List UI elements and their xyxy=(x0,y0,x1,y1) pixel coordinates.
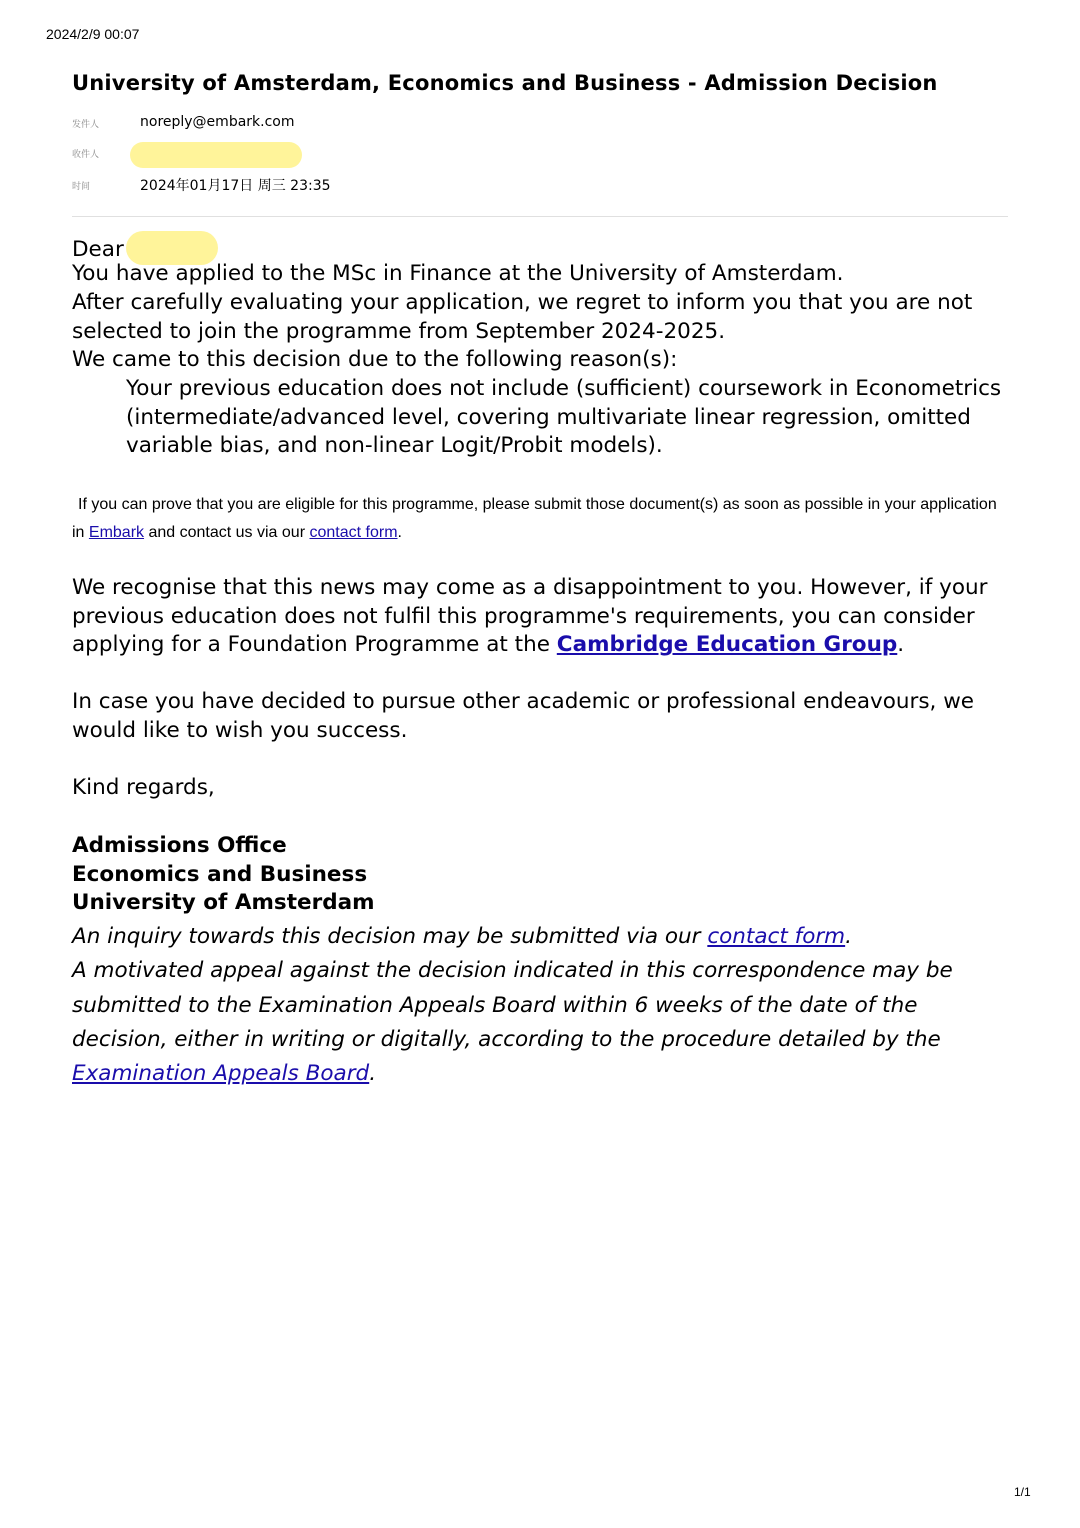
from-address[interactable]: noreply@embark.com xyxy=(140,114,295,130)
inquiry-text: An inquiry towards this decision may be submitted via our xyxy=(72,924,701,949)
appeal-end: . xyxy=(369,1061,377,1087)
signature-faculty: Economics and Business xyxy=(72,861,368,887)
regret-paragraph: After carefully evaluating your application, we regret to inform you that you are not selected to join the programme from September 2024-2025. xyxy=(72,290,973,344)
page-number: 1/1 xyxy=(1014,1485,1031,1499)
recognise-text: We recognise that this news may come as a disappointment to you. However, if your previous education does not fulfil this programme's requirements, you can consider applying for a Foundation Programme at the xyxy=(72,575,988,658)
recognise-paragraph xyxy=(72,574,1012,660)
closing-regards: Kind regards, xyxy=(72,775,215,800)
signature-university: University of Amsterdam xyxy=(72,890,375,916)
rejection-reason: Your previous education does not include (sufficient) coursework in Econometrics (intermediate/advanced level, covering multivariate linear regression, omitted variable bias, and non-linear Logit/Probit models). xyxy=(126,376,1002,459)
sent-time: 2024年01月17日 周三 23:35 xyxy=(140,178,331,194)
applied-line: You have applied to the MSc in Finance at the University of Amsterdam. xyxy=(72,261,844,286)
proof-mid-text: and contact us via our xyxy=(148,524,306,541)
proof-end: . xyxy=(397,524,402,541)
cambridge-education-link[interactable]: Cambridge Education Group xyxy=(556,632,898,658)
appeal-text: A motivated appeal against the decision indicated in this correspondence may be submitted to the Examination Appeals Board within 6 weeks of the date of the decision, either in writing or digitally, according to the procedure detailed by the xyxy=(72,958,953,1052)
inquiry-contact-form-link[interactable]: contact form xyxy=(707,924,846,949)
to-label: 收件人 xyxy=(72,150,100,160)
header-divider xyxy=(72,216,1008,217)
proof-text: If you can prove that you are eligible for this programme, please submit those document(s) as soon as possible in your application in xyxy=(72,496,997,541)
signature-block xyxy=(72,832,375,918)
proof-paragraph xyxy=(72,491,1012,547)
time-label: 时间 xyxy=(72,182,91,192)
embark-link[interactable]: Embark xyxy=(88,524,145,541)
from-label: 发件人 xyxy=(72,120,100,130)
print-datetime: 2024/2/9 00:07 xyxy=(46,26,140,42)
recipient-redaction xyxy=(130,142,302,168)
appeal-notice xyxy=(72,920,1012,1091)
endeavours-paragraph: In case you have decided to pursue other academic or professional endeavours, we would like to wish you success. xyxy=(72,689,975,743)
signature-office: Admissions Office xyxy=(72,833,287,858)
reasons-intro: We came to this decision due to the following reason(s): xyxy=(72,347,678,372)
inquiry-line xyxy=(72,920,1012,954)
inquiry-end: . xyxy=(845,924,852,949)
greeting-text: Dear xyxy=(72,237,124,262)
email-subject: University of Amsterdam, Economics and Business - Admission Decision xyxy=(72,71,938,95)
contact-form-link[interactable]: contact form xyxy=(309,524,398,541)
appeal-line xyxy=(72,954,1012,1091)
examination-appeals-board-link[interactable]: Examination Appeals Board xyxy=(72,1061,370,1087)
recognise-end: . xyxy=(897,632,905,658)
